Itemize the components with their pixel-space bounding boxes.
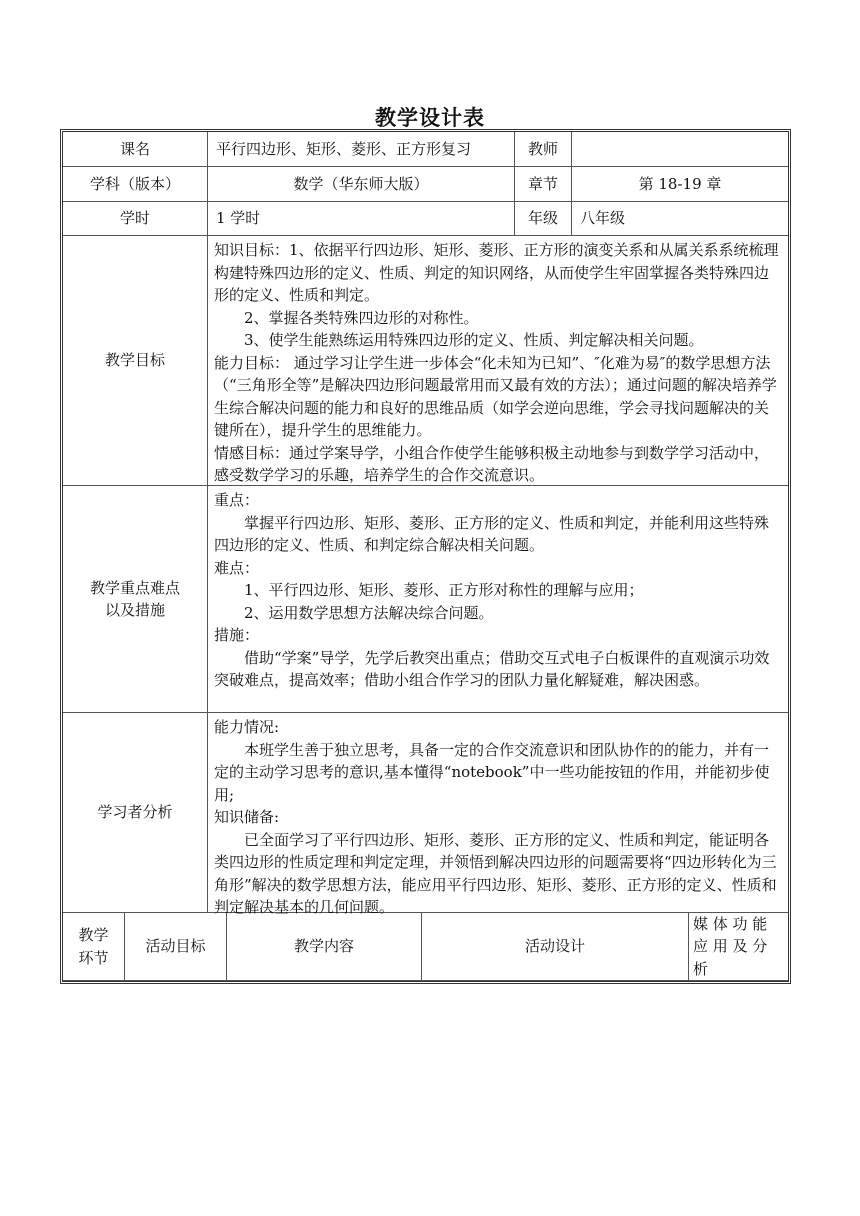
hours-value: 1 学时 (208, 202, 515, 236)
course-value: 平行四边形、矩形、菱形、正方形复习 (208, 132, 515, 167)
process-col-stage-line1: 教学 (78, 926, 109, 944)
focus-key-text: 掌握平行四边形、矩形、菱形、正方形的定义、性质和判定，并能利用这些特殊四边形的定义、性质、和判定综合解决相关问题。 (214, 513, 770, 554)
grade-value: 八年级 (572, 202, 788, 236)
focus-label (63, 486, 208, 713)
focus-content (208, 486, 788, 713)
lesson-design-table (60, 129, 791, 984)
process-col-stage-line2: 环节 (78, 948, 109, 967)
subject-value: 数学（华东师大版） (208, 167, 515, 202)
subject-label: 学科（版本） (63, 167, 208, 202)
process-col-media-line3: 析 (693, 959, 709, 978)
focus-label-line2: 以及措施 (104, 601, 165, 619)
process-col-design: 活动设计 (422, 913, 689, 981)
goals-label: 教学目标 (63, 236, 208, 486)
process-col-content: 教学内容 (227, 913, 422, 981)
learner-content (208, 713, 788, 916)
goals-ability: 能力目标： 通过学习让学生进一步体会“化未知为已知”、″化难为易″的数学思想方法（“三角形全等”是解决四边形问题最常用而又最有效的方法）；通过问题的解决培养学生综合解决问题的能力和良好的思维品质（如学会逆向思维，学会寻找问题解决的关键所在），提升学生的思维能力。 (214, 353, 777, 439)
goals-application: 3、使学生能熟练运用特殊四边形的定义、性质、判定解决相关问题。 (244, 331, 704, 349)
focus-label-line1: 教学重点难点 (89, 578, 180, 597)
learner-knowledge-text: 已全面学习了平行四边形、矩形、菱形、正方形的定义、性质和判定，能证明各类四边形的性质定理和判定定理，并领悟到解决四边形的问题需要将“四边形转化为三角形”解决的数学思想方法，能应用平行四边形、矩形、菱形、正方形的定义、性质和判定解决基本的几何问题。 (214, 830, 777, 916)
learner-ability-heading: 能力情况: (214, 718, 280, 736)
process-col-media (689, 913, 788, 981)
process-col-media-line1: 媒 体 功 能 (693, 914, 768, 933)
course-label: 课名 (63, 132, 208, 167)
hours-label: 学时 (63, 202, 208, 236)
focus-difficulty-2: 2、运用数学思想方法解决综合问题。 (244, 603, 494, 622)
process-col-stage (63, 913, 125, 981)
learner-label: 学习者分析 (63, 713, 208, 913)
process-col-goal: 活动目标 (125, 913, 227, 981)
goals-emotion: 情感目标：通过学案导学，小组合作使学生能够积极主动地参与到数学学习活动中，感受数学学习的乐趣，培养学生的合作交流意识。 (214, 443, 770, 484)
teacher-label: 教师 (515, 132, 572, 167)
chapter-label: 章节 (515, 167, 572, 202)
chapter-value: 第 18-19 章 (572, 167, 788, 202)
focus-key-heading: 重点： (214, 491, 260, 509)
process-col-media-line2: 应 用 及 分 (693, 937, 768, 956)
goals-knowledge: 知识目标：1、依据平行四边形、矩形、菱形、正方形的演变关系和从属关系系统梳理构建特殊四边形的定义、性质、判定的知识网络，从而使学生牢固掌握各类特殊四边形的定义、性质和判定。 (214, 241, 779, 304)
focus-measures-text: 借助“学案”导学，先学后教突出重点；借助交互式电子白板课件的直观演示功效突破难点，提高效率；借助小组合作学习的团队力量化解疑难，解决困惑。 (214, 648, 770, 689)
goals-symmetry: 2、掌握各类特殊四边形的对称性。 (244, 308, 479, 327)
learner-knowledge-heading: 知识储备: (214, 808, 280, 826)
page-title: 教学设计表 (375, 106, 485, 130)
grade-label: 年级 (515, 202, 572, 236)
focus-measures-heading: 措施： (214, 626, 260, 644)
learner-ability-text: 本班学生善于独立思考，具备一定的合作交流意识和团队协作的的能力，并有一定的主动学习思考的意识,基本懂得“notebook”中一些功能按钮的作用，并能初步使用; (214, 740, 770, 804)
teacher-value (572, 132, 788, 167)
goals-content (208, 236, 788, 486)
focus-difficulty-heading: 难点： (214, 558, 260, 577)
focus-difficulty-1: 1、平行四边形、矩形、菱形、正方形对称性的理解与应用； (244, 581, 644, 599)
